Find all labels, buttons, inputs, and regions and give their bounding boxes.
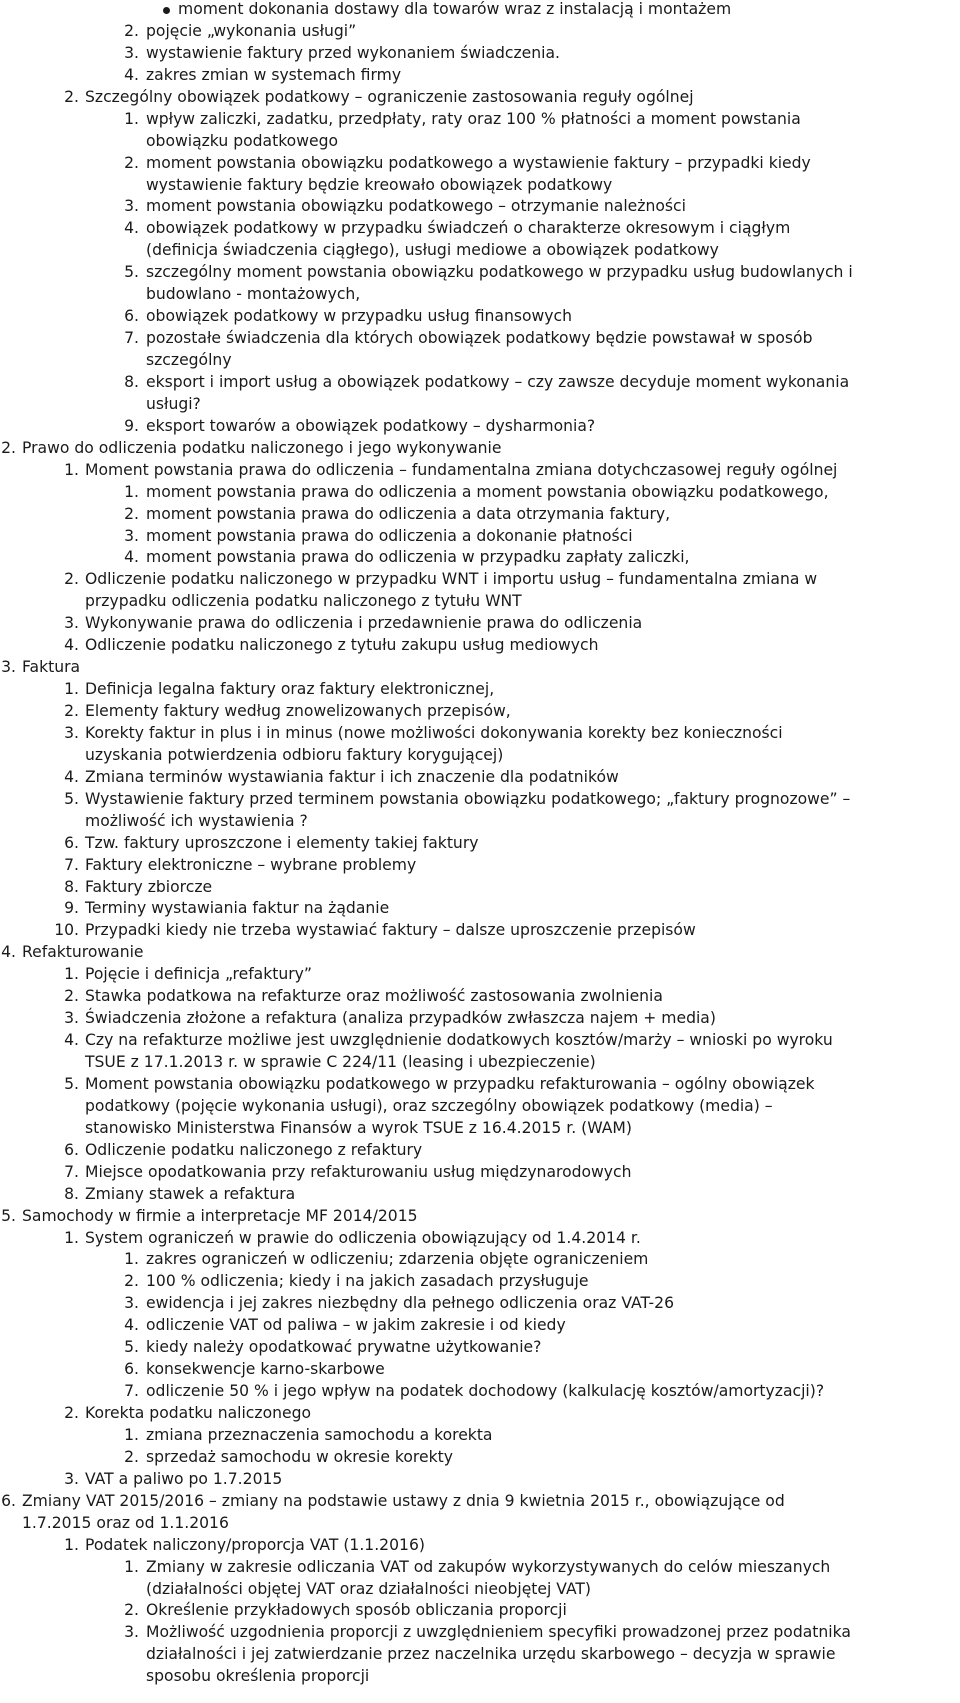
list-number: 4. xyxy=(124,1316,139,1335)
outline-line xyxy=(0,855,960,877)
list-text: odliczenie 50 % i jego wpływ na podatek dochodowy (kalkulację kosztów/amortyzacji)? xyxy=(146,1382,825,1401)
outline-line xyxy=(0,591,960,613)
list-text: moment powstania obowiązku podatkowego a wystawienie faktury – przypadki kiedy xyxy=(146,153,811,172)
list-number: 2. xyxy=(124,1601,139,1620)
outline-line xyxy=(0,964,960,986)
list-text: Odliczenie podatku naliczonego w przypadku WNT i importu usług – fundamentalna zmiana w xyxy=(85,570,818,589)
list-number: 1. xyxy=(124,1250,139,1269)
list-text: Wykonywanie prawa do odliczenia i przedawnienie prawa do odliczenia xyxy=(85,614,643,633)
list-text: Odliczenie podatku naliczonego z refaktury xyxy=(85,1140,423,1159)
list-number: 2. xyxy=(124,1272,139,1291)
list-number: 8. xyxy=(64,877,79,896)
outline-line xyxy=(0,438,960,460)
list-text: wpływ zaliczki, zadatku, przedpłaty, raty oraz 100 % płatności a moment powstania xyxy=(146,109,801,128)
list-text: Refakturowanie xyxy=(22,943,144,962)
outline-line xyxy=(0,1469,960,1491)
outline-line xyxy=(0,679,960,701)
list-number: 5. xyxy=(64,1074,79,1093)
list-text: moment powstania prawa do odliczenia w przypadku zapłaty zaliczki, xyxy=(146,548,690,567)
list-number: 3. xyxy=(124,1623,139,1642)
list-number: 2. xyxy=(124,504,139,523)
list-number: 9. xyxy=(124,416,139,435)
list-text: Elementy faktury według znowelizowanych przepisów, xyxy=(85,702,511,720)
list-number: 4. xyxy=(64,767,79,786)
outline-line xyxy=(0,1249,960,1271)
list-text: moment powstania prawa do odliczenia a moment powstania obowiązku podatkowego, xyxy=(146,482,829,501)
list-number: 2. xyxy=(124,1447,139,1466)
outline-line xyxy=(0,898,960,920)
outline-line xyxy=(0,1381,960,1403)
list-text: Korekta podatku naliczonego xyxy=(85,1404,312,1422)
list-text: pozostałe świadczenia dla których obowiązek podatkowy będzie powstawał w sposób xyxy=(146,329,813,348)
list-text: Faktura xyxy=(22,658,81,677)
outline-line xyxy=(0,284,960,306)
list-text: wystawienie faktury będzie kreowało obowiązek podatkowy xyxy=(146,175,613,194)
list-text: Definicja legalna faktury oraz faktury elektronicznej, xyxy=(85,680,495,699)
outline-line xyxy=(0,1666,960,1688)
list-number: 1. xyxy=(124,482,139,501)
list-text: 100 % odliczenia; kiedy i na jakich zasadach przysługuje xyxy=(146,1272,589,1291)
outline-line xyxy=(0,877,960,899)
list-number: 3. xyxy=(1,658,16,677)
list-text: Zmiana terminów wystawiania faktur i ich znaczenie dla podatników xyxy=(85,767,619,786)
outline-line xyxy=(0,196,960,218)
outline-line xyxy=(0,1118,960,1140)
outline-line xyxy=(0,504,960,526)
outline-line xyxy=(0,1447,960,1469)
list-number: 6. xyxy=(124,307,139,326)
list-text: usługi? xyxy=(146,394,201,413)
list-text: Szczególny obowiązek podatkowy – ograniczenie zastosowania reguły ogólnej xyxy=(85,87,694,106)
list-number: 5. xyxy=(124,1338,139,1357)
list-number: 3. xyxy=(124,1294,139,1313)
list-text: podatkowy (pojęcie wykonania usługi), oraz szczególny obowiązek podatkowy (media) – xyxy=(85,1096,773,1115)
list-text: Prawo do odliczenia podatku naliczonego i jego wykonywanie xyxy=(22,438,502,457)
list-number: 2. xyxy=(124,153,139,172)
outline-line xyxy=(0,1579,960,1601)
list-text: Miejsce opodatkowania przy refakturowaniu usług międzynarodowych xyxy=(85,1162,632,1181)
list-number: 2. xyxy=(64,702,79,720)
outline-line xyxy=(0,1622,960,1644)
outline-line xyxy=(0,240,960,262)
list-number: 7. xyxy=(124,1382,139,1401)
outline-line xyxy=(0,1096,960,1118)
outline-line xyxy=(0,131,960,153)
list-text: zakres ograniczeń w odliczeniu; zdarzenia objęte ograniczeniem xyxy=(146,1250,649,1269)
list-text: Samochody w firmie a interpretacje MF 2014/2015 xyxy=(22,1206,418,1225)
outline-line xyxy=(0,569,960,591)
outline-line xyxy=(0,526,960,548)
list-text: uzyskania potwierdzenia odbioru faktury korygującej) xyxy=(85,745,504,764)
outline-line xyxy=(0,1513,960,1535)
outline-line xyxy=(0,1140,960,1162)
outline-line xyxy=(0,789,960,811)
outline-line xyxy=(0,723,960,745)
list-number: 3. xyxy=(64,1469,79,1488)
outline-line xyxy=(0,745,960,767)
outline-line xyxy=(0,394,960,416)
outline-line xyxy=(0,701,960,723)
list-text: Możliwość uzgodnienia proporcji z uwzględnieniem specyfiki prowadzonej przez podatnika xyxy=(146,1623,851,1642)
list-text: Zmiany VAT 2015/2016 – zmiany na podstawie ustawy z dnia 9 kwietnia 2015 r., obowiązujące od xyxy=(22,1491,785,1510)
list-number: 7. xyxy=(64,855,79,874)
list-number: 2. xyxy=(124,21,139,40)
outline-line xyxy=(0,1184,960,1206)
outline-line xyxy=(0,833,960,855)
list-text: Terminy wystawiania faktur na żądanie xyxy=(85,899,390,918)
list-number: 3. xyxy=(64,1009,79,1028)
list-text: stanowisko Ministerstwa Finansów a wyrok TSUE z 16.4.2015 r. (WAM) xyxy=(85,1118,632,1137)
list-number: 1. xyxy=(124,1557,139,1576)
outline-line xyxy=(0,1206,960,1228)
list-number: 3. xyxy=(124,526,139,545)
list-number: 2. xyxy=(64,1404,79,1422)
outline-line xyxy=(0,218,960,240)
list-text: odliczenie VAT od paliwa – w jakim zakresie i od kiedy xyxy=(146,1316,566,1335)
list-text: Tzw. faktury uproszczone i elementy takiej faktury xyxy=(85,833,479,852)
list-number: 1. xyxy=(124,1425,139,1444)
outline-line xyxy=(0,109,960,131)
list-text: (definicja świadczenia ciągłego), usługi mediowe a obowiązek podatkowy xyxy=(146,241,719,260)
list-text: Moment powstania prawa do odliczenia – fundamentalna zmiana dotychczasowej reguły ogólnej xyxy=(85,460,838,479)
list-text: obowiązek podatkowy w przypadku świadczeń o charakterze okresowym i ciągłym xyxy=(146,219,791,238)
list-number: 3. xyxy=(64,614,79,633)
list-text: konsekwencje karno-skarbowe xyxy=(146,1360,385,1379)
list-text: zmiana przeznaczenia samochodu a korekta xyxy=(146,1425,493,1444)
list-text: Przypadki kiedy nie trzeba wystawiać faktury – dalsze uproszczenie przepisów xyxy=(85,921,696,940)
outline-line xyxy=(0,1359,960,1381)
list-number: 1. xyxy=(64,460,79,479)
outline-line xyxy=(0,920,960,942)
outline-line xyxy=(0,1228,960,1250)
list-number: 1. xyxy=(64,680,79,699)
list-text: 1.7.2015 oraz od 1.1.2016 xyxy=(22,1513,229,1532)
list-text: zakres zmian w systemach firmy xyxy=(146,65,402,84)
list-text: eksport i import usług a obowiązek podatkowy – czy zawsze decyduje moment wykonania xyxy=(146,372,850,391)
list-text: Korekty faktur in plus i in minus (nowe możliwości dokonywania korekty bez konieczności xyxy=(85,723,783,742)
list-text: szczególny moment powstania obowiązku podatkowego w przypadku usług budowlanych i xyxy=(146,263,853,282)
outline-line xyxy=(0,1074,960,1096)
outline-line xyxy=(0,372,960,394)
outline-line xyxy=(0,547,960,569)
outline-line xyxy=(0,87,960,109)
outline-line xyxy=(0,1162,960,1184)
list-number: 2. xyxy=(64,87,79,106)
list-text: wystawienie faktury przed wykonaniem świadczenia. xyxy=(146,43,560,62)
outline-line xyxy=(0,767,960,789)
list-text: Odliczenie podatku naliczonego z tytułu zakupu usług mediowych xyxy=(85,636,599,655)
list-text: działalności i jej zatwierdzanie przez naczelnika urzędu skarbowego – decyzja w sprawie xyxy=(146,1645,836,1664)
outline-line xyxy=(0,1293,960,1315)
list-text: pojęcie „wykonania usługi” xyxy=(146,21,357,40)
list-number: 2. xyxy=(64,987,79,1006)
list-text: Moment powstania obowiązku podatkowego w przypadku refakturowania – ogólny obowiązek xyxy=(85,1074,815,1093)
outline-line xyxy=(0,1271,960,1293)
list-number: 9. xyxy=(64,899,79,918)
list-text: Stawka podatkowa na refakturze oraz możliwość zastosowania zwolnienia xyxy=(85,987,663,1006)
outline-line xyxy=(0,350,960,372)
list-number: 2. xyxy=(1,438,16,457)
outline-line xyxy=(0,1535,960,1557)
list-text: VAT a paliwo po 1.7.2015 xyxy=(85,1469,283,1488)
list-number: 4. xyxy=(64,636,79,655)
list-number: 3. xyxy=(64,723,79,742)
list-number: 3. xyxy=(124,43,139,62)
list-number: 6. xyxy=(124,1360,139,1379)
list-text: Faktury elektroniczne – wybrane problemy xyxy=(85,855,417,874)
list-text: moment dokonania dostawy dla towarów wraz z instalacją i montażem xyxy=(178,0,732,18)
list-number: 1. xyxy=(64,1228,79,1247)
list-text: ewidencja i jej zakres niezbędny dla pełnego odliczenia oraz VAT-26 xyxy=(146,1294,675,1313)
list-text: obowiązku podatkowego xyxy=(146,131,339,150)
list-text: Wystawienie faktury przed terminem powstania obowiązku podatkowego; „faktury prognozowe” – xyxy=(85,789,851,808)
outline-line xyxy=(0,1644,960,1666)
outline-line xyxy=(0,460,960,482)
outline-line xyxy=(0,1403,960,1425)
list-number: 5. xyxy=(124,263,139,282)
outline-line xyxy=(0,175,960,197)
list-text: szczególny xyxy=(146,351,232,369)
list-text: TSUE z 17.1.2013 r. w sprawie C 224/11 (leasing i ubezpieczenie) xyxy=(85,1053,596,1071)
outline-line xyxy=(0,613,960,635)
list-text: budowlano - montażowych, xyxy=(146,285,361,304)
list-text: moment powstania prawa do odliczenia a data otrzymania faktury, xyxy=(146,504,671,523)
list-number: 7. xyxy=(124,329,139,348)
outline-line xyxy=(0,942,960,964)
outline-line xyxy=(0,1315,960,1337)
outline-line xyxy=(0,1491,960,1513)
list-number: 6. xyxy=(64,833,79,852)
list-number: 5. xyxy=(1,1206,16,1225)
list-number: 8. xyxy=(64,1184,79,1203)
list-text: Podatek naliczony/proporcja VAT (1.1.2016) xyxy=(85,1535,425,1554)
list-number: 7. xyxy=(64,1162,79,1181)
list-text: sprzedaż samochodu w okresie korekty xyxy=(146,1447,453,1466)
list-number: 4. xyxy=(64,1031,79,1050)
outline-line xyxy=(0,416,960,438)
list-text: (działalności objętej VAT oraz działalności nieobjętej VAT) xyxy=(146,1579,592,1598)
list-text: moment powstania prawa do odliczenia a dokonanie płatności xyxy=(146,526,633,545)
list-number: 4. xyxy=(124,548,139,567)
outline-line xyxy=(0,0,960,21)
list-text: Pojęcie i definicja „refaktury” xyxy=(85,965,312,984)
list-number: 6. xyxy=(64,1140,79,1159)
list-text: Określenie przykładowych sposób obliczania proporcji xyxy=(146,1601,567,1620)
list-number: 10. xyxy=(54,921,79,940)
list-number: 6. xyxy=(1,1491,16,1510)
list-text: przypadku odliczenia podatku naliczonego z tytułu WNT xyxy=(85,592,522,611)
bullet-icon xyxy=(163,7,170,14)
outline-line xyxy=(0,1008,960,1030)
outline-line xyxy=(0,262,960,284)
list-text: Zmiany stawek a refaktura xyxy=(85,1184,296,1203)
outline-line xyxy=(0,635,960,657)
list-text: Faktury zbiorcze xyxy=(85,877,213,896)
list-text: obowiązek podatkowy w przypadku usług finansowych xyxy=(146,307,572,326)
list-text: System ograniczeń w prawie do odliczenia obowiązujący od 1.4.2014 r. xyxy=(85,1228,641,1247)
list-number: 4. xyxy=(124,65,139,84)
outline-line xyxy=(0,1425,960,1447)
outline-line xyxy=(0,43,960,65)
list-number: 1. xyxy=(64,1535,79,1554)
outline-line xyxy=(0,153,960,175)
outline-line xyxy=(0,65,960,87)
outline-line xyxy=(0,986,960,1008)
list-text: Zmiany w zakresie odliczania VAT od zakupów wykorzystywanych do celów mieszanych xyxy=(146,1557,831,1576)
list-text: eksport towarów a obowiązek podatkowy – dysharmonia? xyxy=(146,416,596,435)
list-number: 4. xyxy=(1,943,16,962)
outline-line xyxy=(0,482,960,504)
list-number: 3. xyxy=(124,197,139,216)
outline-line xyxy=(0,328,960,350)
list-number: 1. xyxy=(124,109,139,128)
outline-line xyxy=(0,21,960,43)
list-number: 1. xyxy=(64,965,79,984)
list-number: 8. xyxy=(124,372,139,391)
outline-line xyxy=(0,657,960,679)
outline-line xyxy=(0,1337,960,1359)
list-text: możliwość ich wystawienia ? xyxy=(85,811,308,830)
list-text: Świadczenia złożone a refaktura (analiza przypadków zwłaszcza najem + media) xyxy=(85,1009,716,1028)
outline-line xyxy=(0,1557,960,1579)
outline-line xyxy=(0,306,960,328)
list-text: kiedy należy opodatkować prywatne użytkowanie? xyxy=(146,1338,542,1357)
outline-line xyxy=(0,1600,960,1622)
list-text: moment powstania obowiązku podatkowego – otrzymanie należności xyxy=(146,197,686,216)
outline-line xyxy=(0,811,960,833)
outline-line xyxy=(0,1052,960,1074)
outline-line xyxy=(0,1030,960,1052)
list-text: Czy na refakturze możliwe jest uwzględnienie dodatkowych kosztów/marży – wnioski po wyroku xyxy=(85,1031,833,1050)
list-text: sposobu określenia proporcji xyxy=(146,1667,370,1686)
list-number: 4. xyxy=(124,219,139,238)
list-number: 5. xyxy=(64,789,79,808)
list-number: 2. xyxy=(64,570,79,589)
